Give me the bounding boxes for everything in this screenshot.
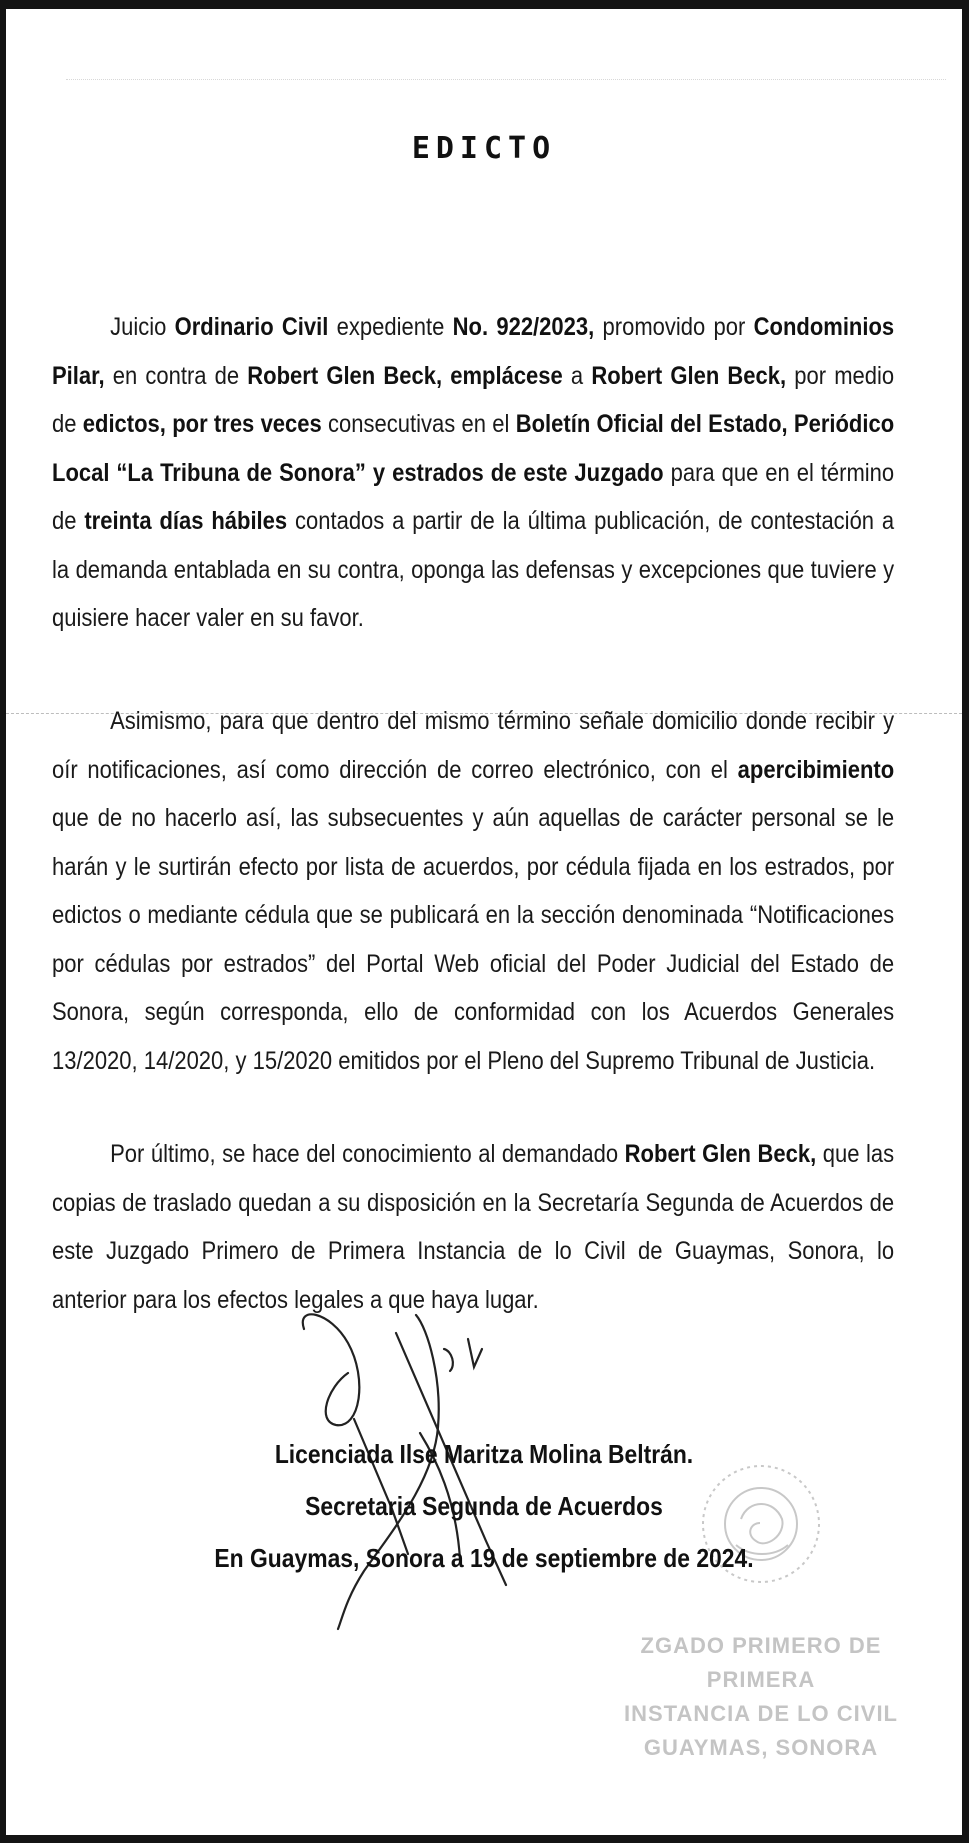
text-run: expediente	[328, 313, 453, 341]
document-title: EDICTO	[411, 131, 557, 166]
bold-text-run: emplácese	[442, 361, 563, 390]
bold-text-run: Condominios Pilar,	[52, 313, 895, 390]
bold-text-run: apercibimiento	[737, 755, 895, 784]
text-run: para que en el término de	[52, 458, 895, 535]
seal-line: ZGADO PRIMERO DE PRIMERA	[640, 1633, 882, 1692]
seal-text	[616, 1629, 906, 1765]
bold-text-run: Boletín Oficial del Estado, Periódico Local “La Tribuna de Sonora” y estrados de este Juzgado	[52, 410, 895, 487]
text-run: que las copias de traslado quedan a su disposición en la Secretaría Segunda de Acuerdos de este Juzgado Primero de Primera Instancia de lo Civil de Guaymas, Sonora, lo anterior para los efectos legales a que haya lugar.	[52, 1140, 895, 1314]
text-run: Asimismo, para que dentro del mismo término señale domicilio donde recibir y oír notificaciones, así como dirección de correo electrónico, con el	[52, 707, 895, 784]
text-run: contados a partir de la última publicación, de contestación a la demanda entablada en su contra, oponga las defensas y excepciones que tuviere y quisiere hacer valer en su favor.	[52, 507, 895, 632]
text-run: a	[562, 361, 592, 390]
bold-text-run: Robert Glen Beck,	[247, 361, 443, 390]
signatory-name: Licenciada Ilse Maritza Molina Beltrán.	[274, 1439, 694, 1469]
bold-text-run: Ordinario Civil	[174, 313, 329, 341]
place-and-date: En Guaymas, Sonora a 19 de septiembre de 2024.	[214, 1543, 754, 1573]
text-run: promovido por	[594, 313, 754, 341]
text-run: por medio de	[52, 361, 895, 438]
text-run: en contra de	[104, 361, 248, 390]
text-run: Por último, se hace del conocimiento al demandado	[110, 1140, 625, 1168]
text-run: que de no hacerlo así, las subsecuentes y aún aquellas de carácter personal se le harán y le surtirán efecto por lista de acuerdos, por cédula fijada en los estrados, por edictos o mediante cédula que se publicará en la sección denominada “Notificaciones por cédulas por estrados” del Portal Web oficial del Poder Judicial del Estado de Sonora, según corresponda, ello de conformidad con los Acuerdos Generales 13/2020, 14/2020, y 15/2020 emitidos por el Pleno del Supremo Tribunal de Justicia.	[52, 804, 895, 1075]
text-run: Juicio	[110, 313, 175, 341]
paragraph-notifications	[52, 697, 894, 1085]
paragraph-summons	[52, 303, 894, 643]
bold-text-run: Robert Glen Beck,	[591, 361, 787, 390]
seal-line: INSTANCIA DE LO CIVIL	[624, 1701, 898, 1726]
seal-line: GUAYMAS, SONORA	[643, 1735, 879, 1760]
signature-block	[6, 1428, 962, 1584]
faded-header-line	[66, 79, 946, 82]
signatory-role: Secretaria Segunda de Acuerdos	[305, 1491, 663, 1521]
bold-text-run: treinta días hábiles	[84, 507, 288, 535]
bold-text-run: Robert Glen Beck,	[624, 1140, 817, 1168]
text-run: consecutivas en el	[321, 410, 516, 438]
paragraph-copies	[52, 1130, 894, 1324]
bold-text-run: edictos, por tres veces	[82, 410, 322, 438]
bold-text-run: No. 922/2023,	[452, 313, 595, 341]
document-page	[6, 9, 962, 1835]
